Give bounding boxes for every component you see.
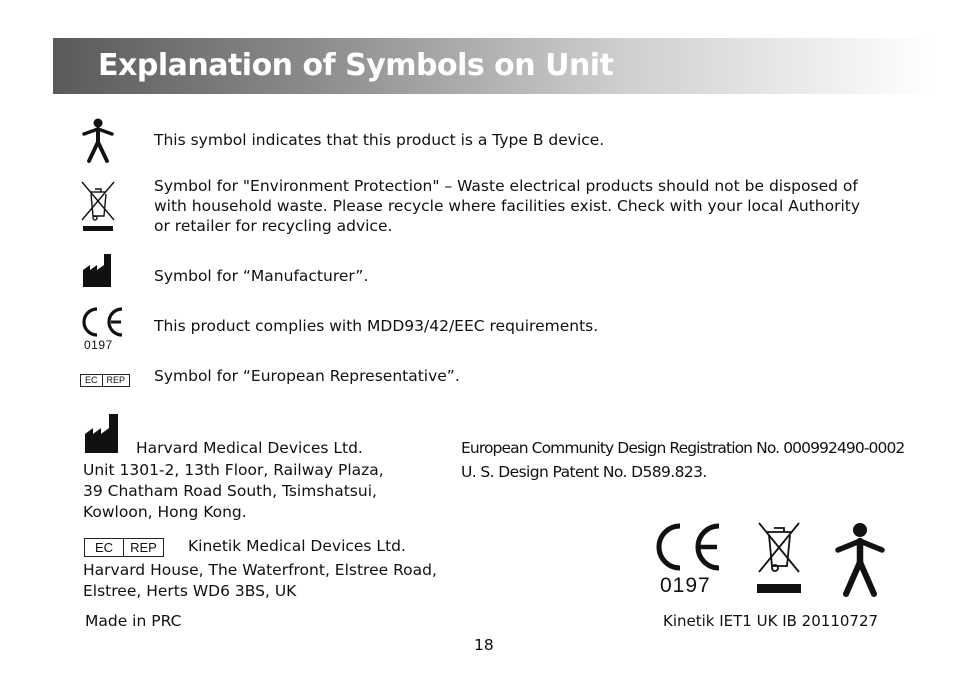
representative-address-line: Harvard House, The Waterfront, Elstree Road, — [83, 561, 437, 579]
factory-icon — [83, 412, 121, 454]
ec-rep-icon: EC REP — [80, 374, 130, 387]
symbol-row-ce — [80, 306, 880, 354]
symbol-description: Symbol for “European Representative”. — [154, 367, 460, 385]
design-patent: U. S. Design Patent No. D589.823. — [461, 463, 707, 481]
factory-icon — [80, 252, 114, 288]
document-code: Kinetik IET1 UK IB 20110727 — [663, 612, 879, 630]
ec-rep-icon: EC REP — [84, 538, 164, 557]
symbol-description: This product complies with MDD93/42/EEC requirements. — [154, 317, 599, 335]
weee-bin-icon — [755, 520, 803, 596]
type-b-person-icon — [80, 118, 116, 164]
symbol-description: Symbol for "Environment Protection" – Waste electrical products should not be disposed of with household waste. Please recycle where facilities exist. Check with your local Authority or retailer for recycling advice. — [154, 177, 861, 235]
manufacturer-address-line: Unit 1301-2, 13th Floor, Railway Plaza, — [83, 461, 384, 479]
ce-mark-icon — [80, 306, 126, 338]
symbol-description: This symbol indicates that this product is a Type B device. — [154, 131, 605, 149]
representative-name: Kinetik Medical Devices Ltd. — [188, 537, 406, 555]
section-header — [53, 38, 933, 94]
design-registration: European Community Design Registration No. 000992490-0002 — [461, 439, 905, 457]
manufacturer-address-line: Kowloon, Hong Kong. — [83, 503, 247, 521]
page-title: Explanation of Symbols on Unit — [98, 48, 614, 83]
symbol-row-manufacturer — [80, 252, 880, 288]
type-b-person-icon — [834, 522, 886, 598]
ce-number: 0197 — [84, 338, 113, 352]
ce-mark-icon — [653, 522, 723, 572]
page-number: 18 — [474, 636, 494, 654]
symbol-description: Symbol for “Manufacturer”. — [154, 267, 369, 285]
manufacturer-address-line: 39 Chatham Road South, Tsimshatsui, — [83, 482, 377, 500]
symbol-row-weee — [80, 176, 880, 234]
made-in-label: Made in PRC — [85, 612, 182, 630]
representative-address-line: Elstree, Herts WD6 3BS, UK — [83, 582, 297, 600]
ce-number: 0197 — [660, 574, 711, 597]
symbol-row-ec-rep — [80, 366, 880, 388]
manufacturer-name: Harvard Medical Devices Ltd. — [136, 439, 363, 457]
symbol-row-type-b — [80, 118, 880, 164]
weee-bin-icon — [80, 180, 116, 232]
